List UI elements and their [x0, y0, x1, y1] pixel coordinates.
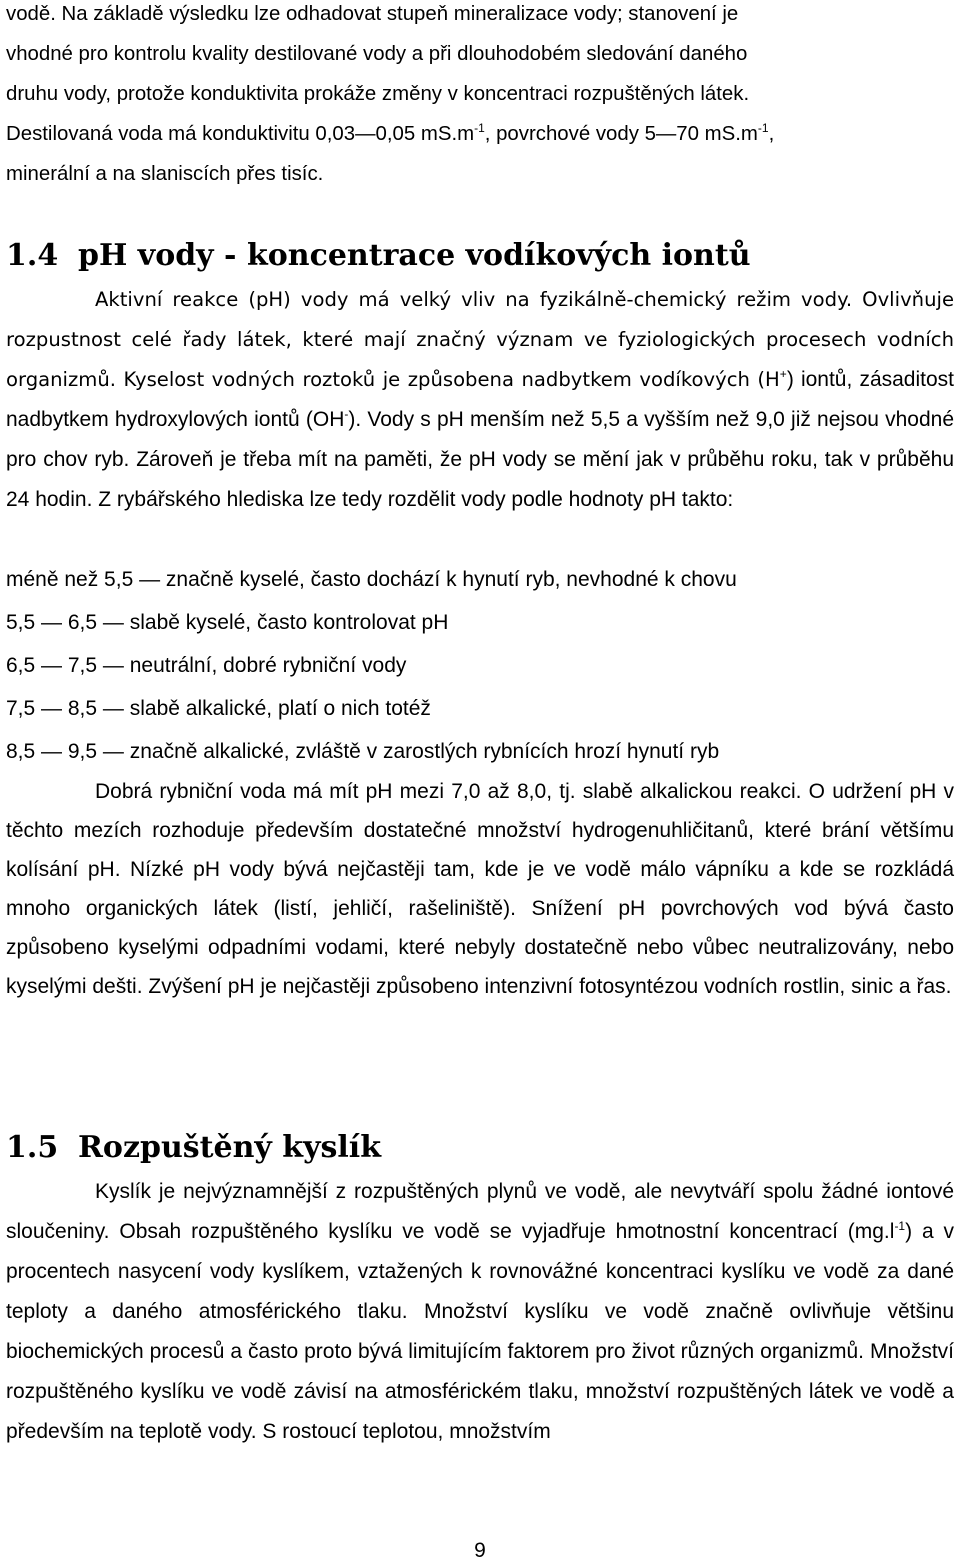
paragraph-text: ) iontů, zásaditost nadbytkem hydroxylových iontů (OH	[6, 368, 954, 431]
superscript: -	[344, 407, 349, 421]
paragraph-text: ) a v procentech nasycení vody kyslíkem, vztažených k rovnovážné koncentraci kyslíku ve vodě za dané teploty a daného atmosférického tlaku. Množství kyslíku ve vodě značně ovlivňuje většinu biochemických procesů a často proto bývá limitujícím faktorem pro život různých organizmů. Množství rozpuštěného kyslíku ve vodě závisí na atmosférickém tlaku, množství rozpuštěných látek ve vodě a především na teplotě vody. S rostoucí teplotou, množstvím	[6, 1220, 954, 1443]
section-heading-ph	[6, 236, 751, 276]
paragraph-text: Kyslík je nejvýznamnější z rozpuštěných plynů ve vodě, ale nevytváří spolu žádné iontové sloučeniny. Obsah rozpuštěného kyslíku ve vodě se vyjadřuje hmotnostní koncentrací (mg.l	[6, 1180, 954, 1243]
ph-scale-item: 5,5 — 6,5 — slabě kyselé, často kontrolovat pH	[6, 611, 449, 634]
superscript: +	[779, 367, 787, 381]
section-heading-oxygen	[6, 1128, 381, 1168]
intro-line: druhu vody, protože konduktivita prokáže změny v koncentraci rozpuštěných látek.	[6, 83, 750, 105]
page-number: 9	[474, 1539, 486, 1562]
ph-scale-item: méně než 5,5 — značně kyselé, často dochází k hynutí ryb, nevhodné k chovu	[6, 568, 737, 591]
superscript: -1	[757, 121, 769, 136]
ph-paragraph-intro	[6, 280, 954, 520]
ph-scale-item: 8,5 — 9,5 — značně alkalické, zvláště v zarostlých rybnících hrozí hynutí ryb	[6, 740, 720, 763]
section-title: pH vody - koncentrace vodíkových iontů	[78, 238, 751, 273]
oxygen-paragraph	[6, 1172, 954, 1452]
paragraph-text: Aktivní reakce (pH) vody má velký vliv na fyzikálně-chemický režim vody. Ovlivňuje rozpustnost celé řady látek, které mají značný význam ve fyziologických procesech vodních organizmů. Kyselost vodných roztoků je způsobena nadbytkem vodíkových (H	[6, 288, 954, 391]
ph-paragraph-good-water: Dobrá rybniční voda má mít pH mezi 7,0 až 8,0, tj. slabě alkalickou reakci. O udržení pH v těchto mezích rozhoduje především dostatečné množství hydrogenuhličitanů, které brání většímu kolísání pH. Nízké pH vody bývá nejčastěji tam, kde je ve vodě málo vápníku a kde se rozkládá mnoho organických látek (listí, jehličí, rašeliniště). Snížení pH povrchových vod bývá často způsobeno kyselými odpadními vodami, které nebyly dostatečně nebo vůbec neutralizovány, nebo kyselými dešti. Zvýšení pH je nejčastěji způsobeno intenzivní fotosyntézou vodních rostlin, sinic a řas.	[6, 780, 954, 999]
intro-line: minerální a na slaniscích přes tisíc.	[6, 163, 324, 185]
paragraph-text: ). Vody s pH menším než 5,5 a vyšším než 9,0 již nejsou vhodné pro chov ryb. Zároveň je třeba mít na paměti, že pH vody se mění jak v průběhu roku, tak v průběhu 24 hodin. Z rybářského hlediska lze tedy rozdělit vody podle hodnoty pH takto:	[6, 408, 955, 511]
ph-scale-item: 7,5 — 8,5 — slabě alkalické, platí o nich totéž	[6, 697, 431, 720]
superscript: -1	[894, 1219, 906, 1233]
section-title: Rozpuštěný kyslík	[78, 1130, 381, 1165]
intro-line: vhodné pro kontrolu kvality destilované vody a při dlouhodobém sledování daného	[6, 43, 748, 65]
intro-paragraph	[6, 0, 954, 194]
intro-line	[6, 114, 954, 154]
intro-text: , povrchové vody 5—70 mS.m	[484, 123, 758, 145]
intro-text: ,	[768, 123, 775, 145]
intro-text: Destilovaná voda má konduktivitu 0,03—0,05 mS.m	[6, 123, 475, 145]
superscript: -1	[474, 121, 485, 136]
intro-line: vodě. Na základě výsledku lze odhadovat stupeň mineralizace vody; stanovení je	[6, 3, 739, 25]
section-number: 1.4	[6, 238, 59, 273]
ph-scale-item: 6,5 — 7,5 — neutrální, dobré rybniční vody	[6, 654, 407, 677]
section-number: 1.5	[6, 1130, 59, 1165]
